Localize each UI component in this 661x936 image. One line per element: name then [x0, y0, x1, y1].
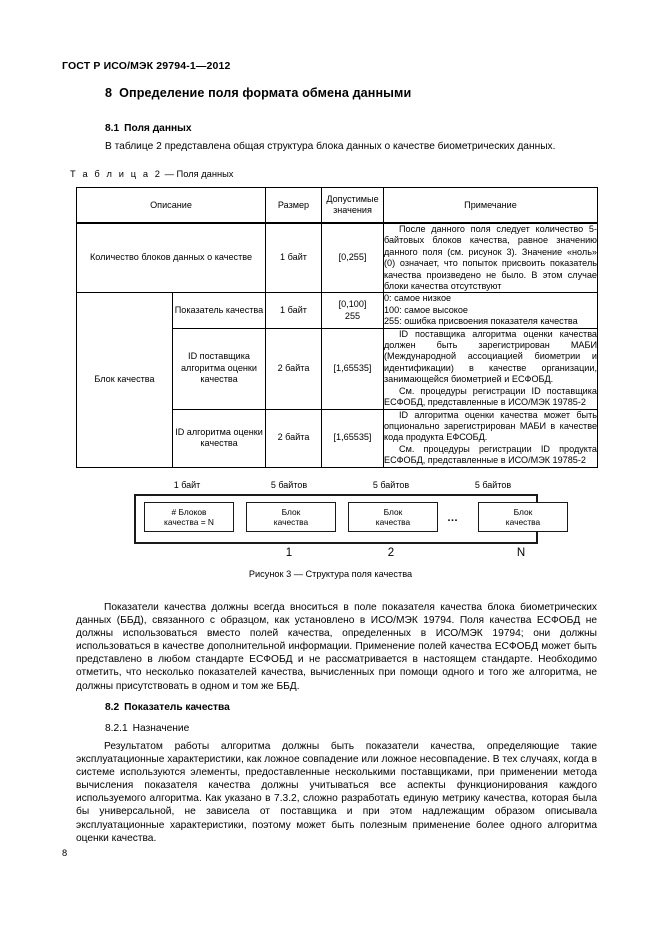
cell-note — [384, 293, 598, 328]
table-2-caption-title: Поля данных — [176, 169, 234, 179]
figure-box-line: Блок — [281, 506, 301, 517]
cell-note-line: 255: ошибка присвоения показателя качества — [384, 316, 578, 327]
figure-box-line: качества = N — [164, 517, 214, 527]
subclause-8-2-number: 8.2 — [105, 702, 120, 713]
figure-box-line: Блок — [383, 506, 403, 517]
figure-bottom-label: 2 — [387, 547, 395, 559]
figure-ellipsis: … — [447, 512, 460, 524]
cell-note-line: 100: самое высокое — [384, 304, 468, 315]
subclause-8-2-1-title: Назначение — [132, 723, 190, 734]
figure-box-line: качества — [375, 517, 411, 527]
subclause-8-2-heading — [105, 702, 230, 713]
subclause-8-1-paragraph: В таблице 2 представлена общая структура блока данных о качестве биометрических данных. — [105, 141, 556, 152]
table-row — [77, 223, 598, 293]
subclause-8-2-1-number: 8.2.1 — [105, 723, 128, 734]
table-2-caption — [70, 169, 233, 179]
running-header: ГОСТ Р ИСО/МЭК 29794-1—2012 — [62, 60, 231, 72]
figure-top-label: 5 байтов — [474, 480, 512, 490]
cell-description: ID поставщика алгоритма оценки качества — [173, 328, 266, 409]
cell-note-paragraph: См. процедуры регистрации ID продукта ЕСФОБД, представленные в ИСО/МЭК 19785-2 — [384, 443, 597, 466]
cell-allowed-values: [1,65535] — [322, 328, 384, 409]
table-header-row — [77, 188, 598, 224]
table-2-data-fields — [76, 187, 598, 468]
table-2-caption-dash: — — [164, 169, 174, 179]
quality-indicators-paragraph — [76, 601, 597, 693]
page-number: 8 — [62, 848, 68, 858]
cell-allowed-values — [322, 293, 384, 328]
figure-box-line: # Блоков — [171, 506, 207, 517]
cell-note-line: 0: самое низкое — [384, 293, 452, 304]
cell-note-paragraph: ID алгоритма оценки качества может быть опционально зарегистрирован МАБИ в качестве кода продукта ЕФСОБД. — [384, 409, 597, 443]
purpose-text: Результатом работы алгоритма должны быть показатели качества, определяющие такие эксплуатационные характеристики, как ложное совпадение или ложное несовпадение. В тех случаях, когда в системе используются элементы, предоставленные несколькими поставщиками, при применении метода вычисления показателя качества должны учитываться все аспекты функционирования каждого используемого алгоритма. Как указано в 7.3.2, сложно разработать единую метрику качества, которая была бы универсальной, не зависела от поставщика и при этом надлежащим образом описывала эксплуатационные характеристики, поэтому может быть полезным применение более одного алгоритма оценки качества. — [76, 741, 597, 844]
figure-box-line: качества — [505, 517, 541, 527]
figure-3-caption: Рисунок 3 — Структура поля качества — [248, 569, 413, 579]
figure-top-label: 5 байтов — [372, 480, 410, 490]
cell-allowed-values: [0,255] — [322, 223, 384, 293]
subclause-8-2-1-heading — [105, 723, 189, 734]
figure-box-line: качества — [273, 517, 309, 527]
cell-description: ID алгоритма оценки качества — [173, 409, 266, 467]
cell-allowed-values-line2: 255 — [344, 310, 361, 321]
figure-3-quality-field-structure — [134, 480, 541, 564]
table-header-description: Описание — [77, 188, 266, 224]
figure-quality-block-2 — [348, 502, 438, 532]
table-row — [77, 293, 598, 328]
figure-quality-block-1 — [246, 502, 336, 532]
figure-outer-frame — [134, 494, 541, 544]
cell-note — [384, 409, 598, 467]
cell-note-paragraph: См. процедуры регистрации ID поставщика ЕСФОБД, представленные в ИСО/МЭК 19785-2 — [384, 385, 597, 408]
cell-size: 1 байт — [266, 293, 322, 328]
figure-top-label: 1 байт — [173, 480, 201, 490]
figure-block-count — [144, 502, 234, 532]
cell-size: 2 байта — [266, 409, 322, 467]
cell-note-paragraph: ID поставщика алгоритма оценки качества должен быть зарегистрирован МАБИ (Международной ассоциацией биометрии и идентификации) в качестве организации, занимающейся биометрией и ЕСФОБД. — [384, 328, 597, 385]
cell-group-label: Блок качества — [77, 293, 173, 467]
cell-note — [384, 328, 598, 409]
figure-bottom-label: 1 — [285, 547, 293, 559]
cell-size: 2 байта — [266, 328, 322, 409]
figure-top-label: 5 байтов — [270, 480, 308, 490]
clause-8-title: Определение поля формата обмена данными — [119, 86, 412, 100]
cell-description: Показатель качества — [173, 293, 266, 328]
table-2-caption-label: Т а б л и ц а 2 — [70, 169, 163, 179]
subclause-8-1-number: 8.1 — [105, 123, 120, 134]
table-header-size: Размер — [266, 188, 322, 224]
table-header-note: Примечание — [384, 188, 598, 224]
subclause-8-1-heading — [105, 123, 192, 134]
quality-indicators-text: Показатели качества должны всегда вноситься в поле показателя качества блока биометрических данных (ББД), связанного с образцом, как установлено в ИСО/МЭК 19794. Поля качества ЕСФОБД не должны использоваться вместо полей качества, определенных в ИСО/МЭК 19794; они должны использоваться в качестве дополнительной информации. Применение полей качества ЕСФОБД может быть представлено в любом стандарте ЕСФОБД и не рассматривается в настоящем стандарте. Необходимо отметить, что несколько показателей качества, вычисленных при помощи одного и того же алгоритма, не должны присутствовать в одном и том же ББД. — [76, 602, 597, 692]
subclause-8-2-title: Показатель качества — [124, 702, 230, 713]
figure-box-line: Блок — [513, 506, 533, 517]
cell-allowed-values-line1: [0,100] — [338, 299, 367, 310]
purpose-paragraph — [76, 740, 597, 845]
table-header-allowed-values: Допустимые значения — [322, 188, 384, 224]
clause-8-number: 8 — [105, 86, 113, 100]
cell-allowed-values: [1,65535] — [322, 409, 384, 467]
cell-note — [384, 223, 598, 293]
figure-quality-block-n — [478, 502, 568, 532]
cell-description: Количество блоков данных о качестве — [77, 223, 266, 293]
subclause-8-1-title: Поля данных — [124, 123, 192, 134]
figure-top-labels — [134, 480, 538, 494]
clause-8-heading — [105, 86, 411, 100]
cell-note-paragraph: После данного поля следует количество 5-байтовых блоков качества, равное значению данного поля (см. рисунок 3). Значение «ноль» (0) означает, что попыток присвоить показатель качества произведено не было. В этом случае блоки качества отсутствуют — [384, 224, 597, 292]
cell-size: 1 байт — [266, 223, 322, 293]
figure-bottom-labels — [134, 544, 538, 564]
figure-bottom-label: N — [516, 547, 526, 559]
